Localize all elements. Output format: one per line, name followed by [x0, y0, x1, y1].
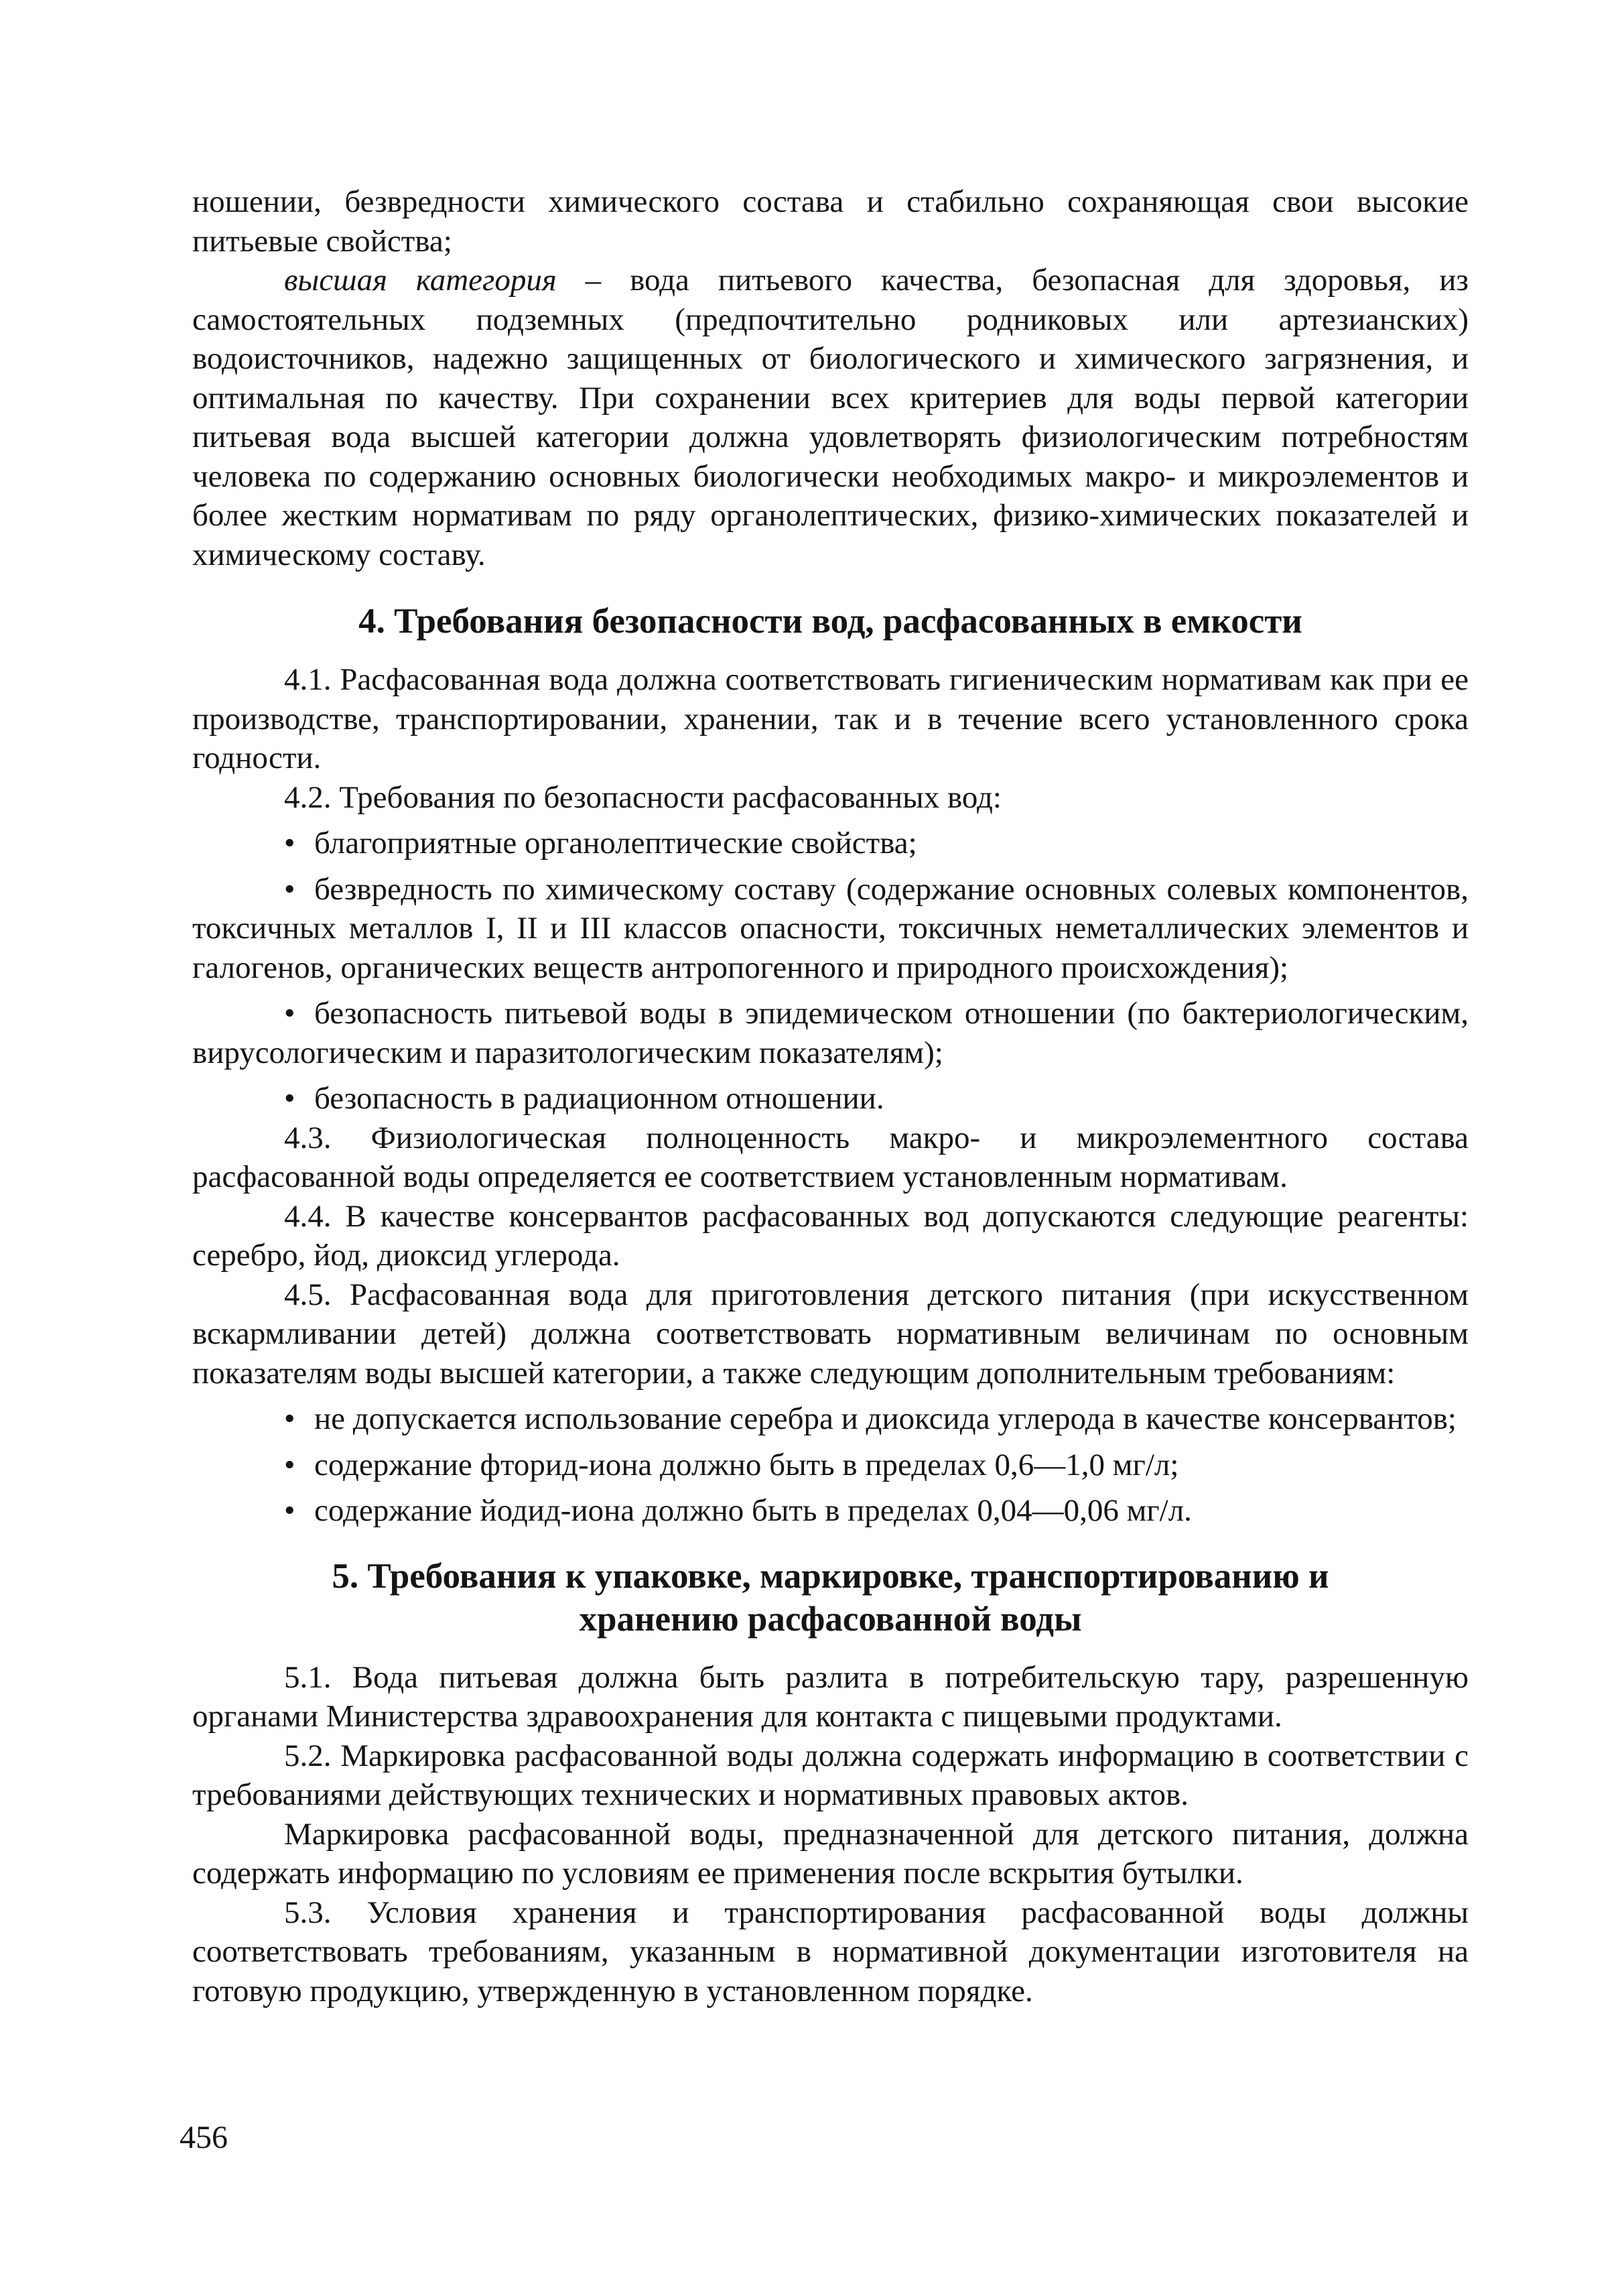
section-4-heading: 4. Требования безопасности вод, расфасованных в емкости — [358, 602, 1302, 641]
bullet-item: • благоприятные органолептические свойства; — [192, 824, 1469, 863]
bullet-item: • не допускается использование серебра и диоксида углерода в качестве консервантов; — [192, 1399, 1469, 1439]
paragraph-4-3: 4.3. Физиологическая полноценность макро- и микроэлементного состава расфасованной воды определяется ее соответствием установленным нормативам. — [192, 1120, 1469, 1194]
bullet-item: • безопасность в радиационном отношении. — [192, 1079, 1469, 1119]
paragraph-4-2: 4.2. Требования по безопасности расфасованных вод: — [284, 779, 1002, 815]
paragraph-5-3: 5.3. Условия хранения и транспортирования расфасованной воды должны соответствовать требованиям, указанным в нормативной документации изготовителя на готовую продукцию, утвержденную в установленном порядке. — [192, 1895, 1469, 2008]
bullet-icon: • — [284, 1447, 295, 1482]
paragraph-4-1: 4.1. Расфасованная вода должна соответствовать гигиеническим нормативам как при ее производстве, транспортировании, хранении, так и в течение всего установленного срока годности. — [192, 662, 1469, 775]
paragraph-continuation: ношении, безвредности химического состава и стабильно сохраняющая свои высокие питьевые свойства; — [192, 184, 1469, 259]
page-number: 456 — [180, 2120, 228, 2155]
bullet-icon: • — [284, 1081, 295, 1116]
bullet-icon: • — [284, 1401, 295, 1436]
bullet-item: • безвредность по химическому составу (содержание основных солевых компонентов, токсичных металлов I, II и III классов опасности, токсичных неметаллических элементов и галогенов, органических веществ антропогенного и природного происхождения); — [192, 870, 1469, 988]
document-page — [192, 182, 1469, 2011]
section-5-heading-line1: 5. Требования к упаковке, маркировке, транспортированию и — [332, 1556, 1329, 1596]
bullet-icon: • — [284, 826, 295, 860]
paragraph-4-4: 4.4. В качестве консервантов расфасованных вод допускаются следующие реагенты: серебро, йод, диоксид углерода. — [192, 1198, 1469, 1273]
section-5-heading — [192, 1555, 1469, 1641]
paragraph-5-2: 5.2. Маркировка расфасованной воды должна содержать информацию в соответствии с требованиями действующих технических и нормативных правовых актов. — [192, 1738, 1469, 1812]
paragraph-4-5: 4.5. Расфасованная вода для приготовления детского питания (при искусственном вскармливании детей) должна соответствовать нормативным величинам по основным показателям воды высшей категории, а также следующим дополнительным требованиям: — [192, 1277, 1469, 1391]
paragraph-highest-category — [192, 261, 1469, 574]
bullet-icon: • — [284, 1493, 295, 1528]
paragraph-5-2-continued: Маркировка расфасованной воды, предназначенной для детского питания, должна содержать информацию по условиям ее применения после вскрытия бутылки. — [192, 1816, 1469, 1891]
bullet-icon: • — [284, 871, 295, 907]
highest-category-text: – вода питьевого качества, безопасная для здоровья, из самостоятельных подземных (предпочтительно родниковых или артезианских) водоисточников, надежно защищенных от биологического и химического загрязнения, и оптимальная по качеству. При сохранении всех критериев для воды первой категории питьевая вода высшей категории должна удовлетворять физиологическим потребностям человека по содержанию основных биологически необходимых макро- и микроэлементов и более жестким нормативам по ряду органолептических, физико-химических показателей и химическому составу. — [192, 263, 1469, 572]
bullet-item: • содержание фторид-иона должно быть в пределах 0,6—1,0 мг/л; — [192, 1446, 1469, 1485]
section-5-heading-line2: хранению расфасованной воды — [579, 1599, 1082, 1639]
bullet-item: • безопасность питьевой воды в эпидемическом отношении (по бактериологическим, вирусологическим и паразитологическим показателям); — [192, 994, 1469, 1072]
bullet-item: • содержание йодид-иона должно быть в пределах 0,04—0,06 мг/л. — [192, 1491, 1469, 1531]
term-highest-category: высшая категория — [284, 263, 557, 298]
bullet-icon: • — [284, 996, 295, 1031]
paragraph-5-1: 5.1. Вода питьевая должна быть разлита в потребительскую тару, разрешенную органами Министерства здравоохранения для контакта с пищевыми продуктами. — [192, 1659, 1469, 1734]
